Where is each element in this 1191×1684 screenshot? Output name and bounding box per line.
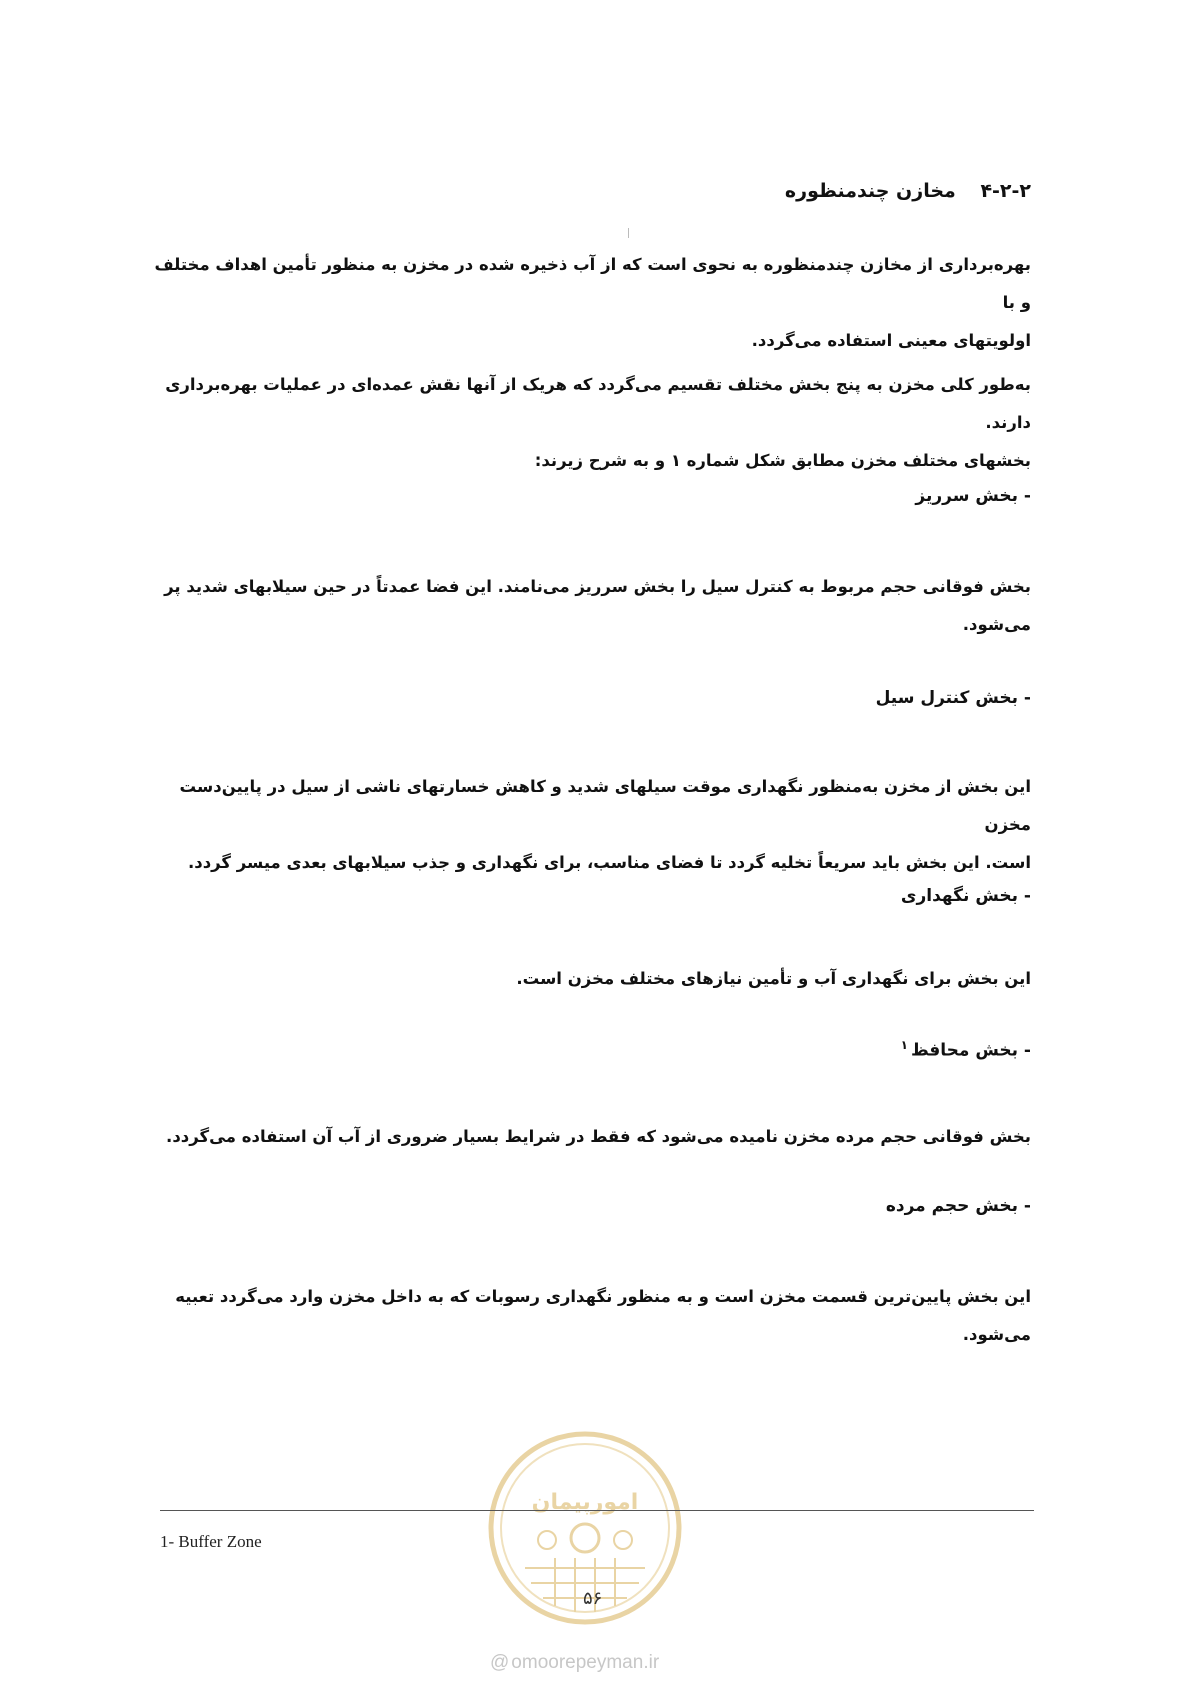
subsection-heading-flood-control: - بخش کنترل سیل xyxy=(875,688,1031,708)
subsection-body-flood-control xyxy=(151,768,1031,882)
section-number: ۴-۲-۲ xyxy=(980,180,1031,202)
paragraph-line: بخش فوقانی حجم مربوط به کنترل سیل را بخش سرریز می‌نامند. این فضا عمدتاً در حین سیلابهای شدید پر xyxy=(164,577,1031,596)
page-number: ۵۶ xyxy=(583,1588,603,1609)
paragraph-line: بخشهای مختلف مخزن مطابق شکل شماره ۱ و به شرح زیرند: xyxy=(534,451,1031,470)
subsection-body-buffer xyxy=(151,1118,1031,1156)
site-watermark xyxy=(490,1652,659,1674)
paragraph-line: می‌شود. xyxy=(962,615,1031,634)
subsection-heading-spillway: - بخش سرریز xyxy=(915,486,1031,506)
scan-mark xyxy=(628,228,629,238)
section-title: مخازن چندمنظوره xyxy=(784,180,956,202)
paragraph-line: بهره‌برداری از مخازن چندمنظوره به نحوی است که از آب ذخیره شده در مخزن به منظور تأمین اهداف مختلف و با xyxy=(154,255,1031,312)
subsection-heading-storage: - بخش نگهداری xyxy=(900,886,1031,906)
paragraph-line: این بخش برای نگهداری آب و تأمین نیازهای مختلف مخزن است. xyxy=(516,969,1031,988)
at-sign-icon: @ xyxy=(490,1652,510,1673)
paragraph-line: می‌شود. xyxy=(962,1325,1031,1344)
paragraph-line: است. این بخش باید سریعاً تخلیه گردد تا فضای مناسب، برای نگهداری و جذب سیلابهای بعدی میسر گردد. xyxy=(187,853,1031,872)
subsection-heading-buffer xyxy=(151,1038,1031,1061)
seal-text: امورپیمان xyxy=(531,1490,639,1515)
subsection-body-dead-storage xyxy=(151,1278,1031,1354)
overview-paragraph xyxy=(151,366,1031,480)
paragraph-line: به‌طور کلی مخزن به پنج بخش مختلف تقسیم می‌گردد که هریک از آنها نقش عمده‌ای در عملیات بهره‌برداری دارند. xyxy=(165,375,1031,432)
site-watermark-text: omoorepeyman.ir xyxy=(511,1652,660,1673)
footnote-marker: ۱ xyxy=(900,1038,908,1052)
footnote: 1- Buffer Zone xyxy=(160,1532,262,1551)
paragraph-line: این بخش از مخزن به‌منظور نگهداری موقت سیلهای شدید و کاهش خسارتهای ناشی از سیل در پایین‌دست مخزن xyxy=(179,777,1031,834)
footnote-divider xyxy=(160,1510,1034,1511)
section-heading xyxy=(611,180,1031,202)
paragraph-line: اولویتهای معینی استفاده می‌گردد. xyxy=(751,331,1031,350)
paragraph-line: این بخش پایین‌ترین قسمت مخزن است و به منظور نگهداری رسوبات که به داخل مخزن وارد می‌گردد تعبیه xyxy=(175,1287,1031,1306)
subsection-heading-text: - بخش محافظ xyxy=(910,1040,1031,1061)
paragraph-line: بخش فوقانی حجم مرده مخزن نامیده می‌شود که فقط در شرایط بسیار ضروری از آب آن استفاده می‌گردد. xyxy=(166,1127,1031,1146)
subsection-body-spillway xyxy=(151,568,1031,644)
intro-paragraph xyxy=(151,246,1031,360)
subsection-heading-dead-storage: - بخش حجم مرده xyxy=(885,1196,1031,1216)
subsection-body-storage xyxy=(151,960,1031,998)
